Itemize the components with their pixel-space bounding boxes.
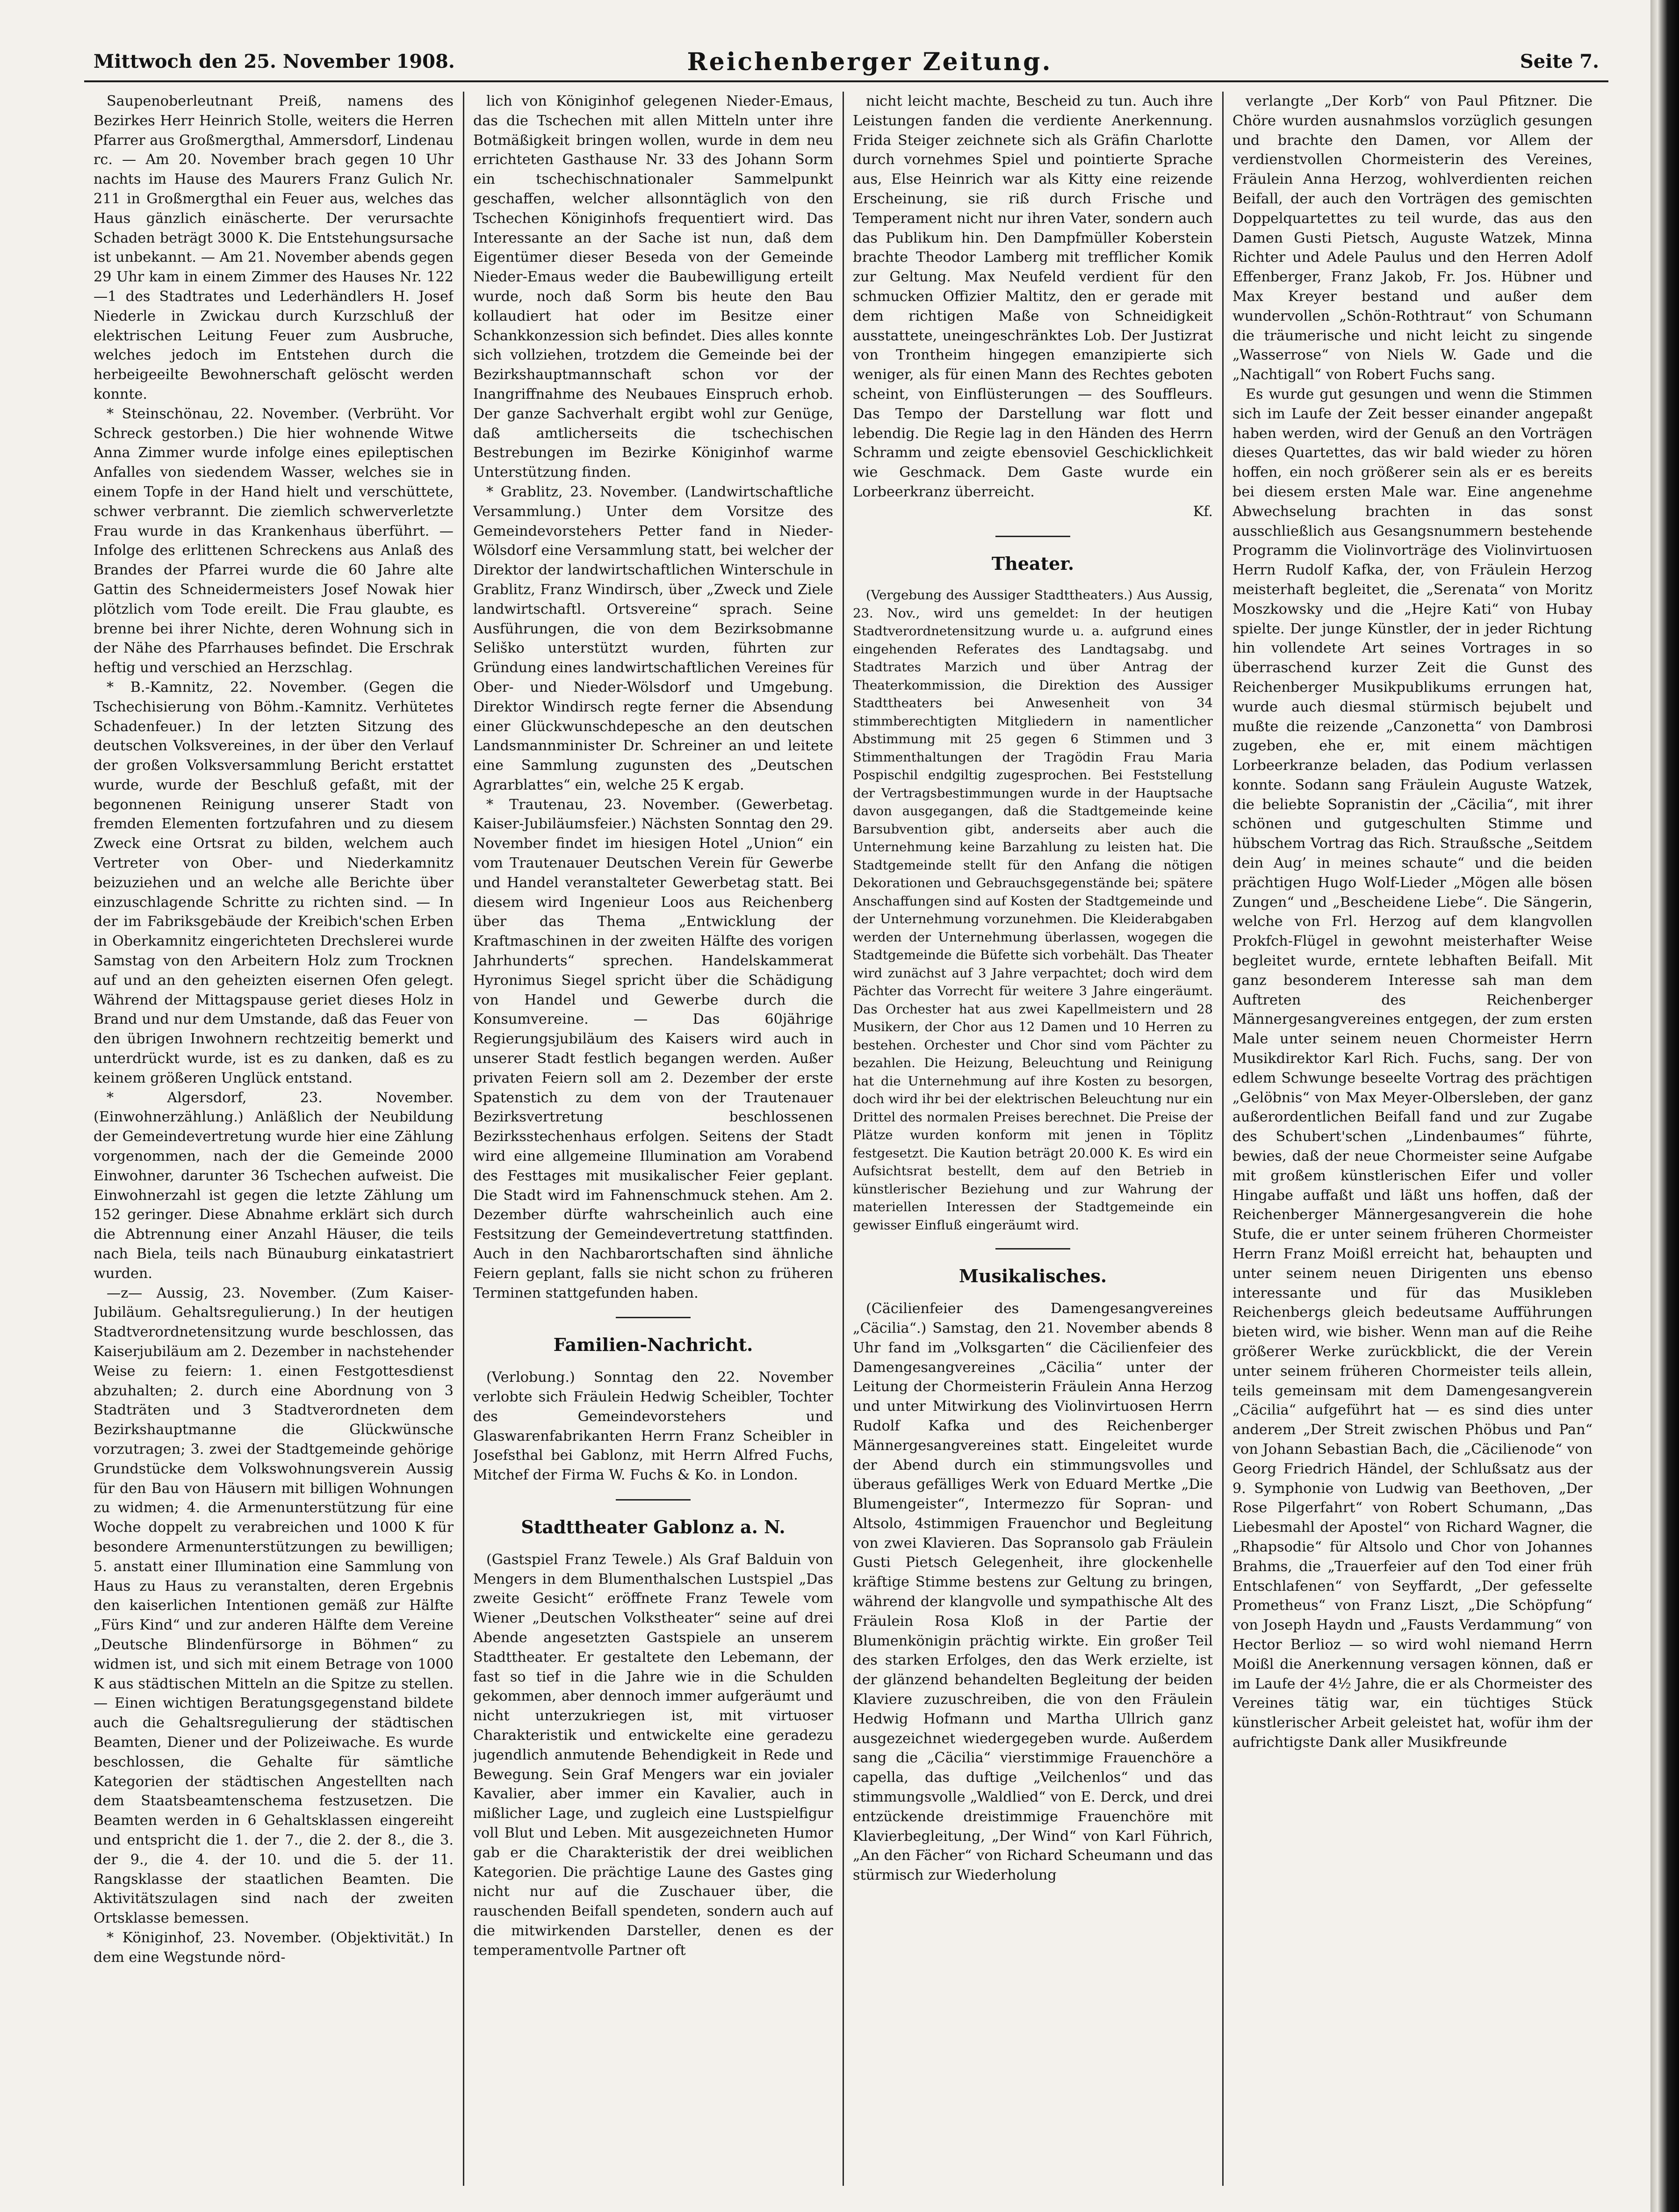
page-number: Seite 7. [1520, 50, 1599, 72]
article-caecilienfeier: (Cäcilienfeier des Damengesangvereines „Cäcilia“.) Samstag, den 21. November abends 8 Uhr fand im „Volksgarten“ die Cäcilienfeier des Damengesangvereines „Cäcilia“ unter der Leitung der Chormeisterin Fräulein Anna Herzog und unter Mitwirkung des Violinvirtuosen Herrn Rudolf Kafka und des Reichenberger Männergesangvereines statt. Eingeleitet wurde der Abend durch ein stimmungsvolles und überaus gefälliges Werk von Eduard Mertke „Die Blumengeister“, Intermezzo für Sopran- und Altsolo, 4stimmigen Frauenchor und Begleitung von zwei Klavieren. Das Sopransolo gab Fräulein Gusti Pietsch Gelegenheit, ihre glockenhelle kräftige Stimme bestens zur Geltung zu bringen, während der klangvolle und sympathische Alt des Fräulein Rosa Kloß in der Partie der Blumenkönigin prächtig wirkte. Ein großer Teil des starken Erfolges, den das Werk erzielte, ist der glänzend behandelten Begleitung der beiden Klaviere zuzuschreiben, die von den Fräulein Hedwig Hofmann und Martha Ullrich ganz ausgezeichnet wiedergegeben wurde. Außerdem sang die „Cäcilia“ vierstimmige Frauenchöre a capella, das duftige „Veilchenlos“ und das stimmungsvolle „Waldlied“ von E. Derck, und drei entzückende dreistimmige Frauenchöre mit Klavierbegleitung, „Der Wind“ von Karl Führich, „An den Fächer“ von Richard Scheumann und das stürmisch zur Wiederholung [853, 1300, 1213, 1884]
column-2 [473, 92, 833, 2181]
section-divider [995, 536, 1070, 537]
article-paragraph: Saupenoberleutnant Preiß, namens des Bezirkes Herr Heinrich Stolle, weiters die Herren Pfarrer aus Großmergthal, Ammersdorf, Lindenau rc. — Am 20. November brach gegen 10 Uhr nachts im Hause des Maurers Franz Gulich Nr. 211 in Großmergthal ein Feuer aus, welches das Haus gänzlich einäscherte. Der verursachte Schaden beträgt 3000 K. Die Entstehungsursache ist unbekannt. — Am 21. November abends gegen 29 Uhr kam in einem Zimmer des Hauses Nr. 122—1 des Stadtrates und Lederhändlers H. Josef Niederle in Zwickau durch Kurzschluß der elektrischen Leitung Feuer zum Ausbruche, welches jedoch im Entstehen durch die herbeigeeilte Bewohnerschaft gelöscht werden konnte. [94, 93, 454, 402]
header-date: Mittwoch den 25. November 1908. [94, 50, 455, 72]
column-3 [853, 92, 1213, 2181]
article-b-kamnitz: * B.-Kamnitz, 22. November. (Gegen die Tschechisierung von Böhm.-Kamnitz. Verhütetes Schadenfeuer.) In der letzten Sitzung des deutschen Volksvereines, in der über den Verlauf der großen Volksversammlung Bericht erstattet wurde, wurde der Beschluß gefaßt, mit der begonnenen Reinigung unserer Stadt von fremden Elementen fortzufahren und zu diesem Zweck eine Ortsrat zu bilden, welchem auch Vertreter von Ober- und Niederkamnitz beizuziehen und an welche alle Berichte über einzuschlagende Schritte zu richten sind. — In der im Fabriksgebäude der Kreibich'schen Erben in Oberkamnitz eingerichteten Drechslerei wurde Samstag von den Arbeitern Holz zum Trocknen auf und an den geheizten eisernen Ofen gelegt. Während der Mittagspause geriet dieses Holz in Brand und nur dem Umstande, daß das Feuer von den übrigen Inwohnern rechtzeitig bemerkt und unterdrückt wurde, ist es zu danken, daß es zu keinem größeren Unglück entstand. [94, 679, 454, 1086]
article-gastspiel: (Gastspiel Franz Tewele.) Als Graf Balduin von Mengers in dem Blumenthalschen Lustspiel „Das zweite Gesicht“ eröffnete Franz Tewele vom Wiener „Deutschen Volkstheater“ seine auf drei Abende angesetzten Gastspiele an unserem Stadttheater. Er gestaltete den Lebemann, der fast so tief in die Jahre wie in die Schulden gekommen, aber dennoch immer aufgeräumt und nicht unterzukriegen ist, mit virtuoser Charakteristik und entwickelte eine geradezu jugendlich anmutende Behendigkeit in Rede und Bewegung. Sein Graf Mengers war ein jovialer Kavalier, aber immer ein Kavalier, auch in mißlicher Lage, und zugleich eine Lustspielfigur voll Blut und Leben. Mit ausgezeichneten Humor gab er die Charakteristik der drei weiblichen Kategorien. Die prächtige Laune des Gastes ging nicht nur auf die Zuschauer über, die rauschenden Beifall spendeten, sondern auch auf die mitwirkenden Darsteller, denen es der temperamentvolle Partner oft [473, 1551, 833, 1959]
section-title-music: Musikalisches. [958, 1265, 1107, 1287]
article-aussiger-stadttheater: (Vergebung des Aussiger Stadttheaters.) Aus Aussig, 23. Nov., wird uns gemeldet: In der heutigen Stadtverordnetensitzung wurde u. a. aufgrund eines eingehenden Referates des Landtagsabg. und Stadtrates Marzich und über Antrag der Theaterkommission, die Direktion des Aussiger Stadttheaters bei Anwesenheit von 34 stimmberechtigten Mitgliedern in namentlicher Abstimmung mit 25 gegen 6 Stimmen und 3 Stimmenthaltungen der Tragödin Frau Maria Pospischil endgiltig zugesprochen. Bei Feststellung der Vertragsbestimmungen wurde in der Hauptsache davon ausgegangen, daß die Stadtgemeinde keine Barsubvention gibt, anderseits aber auch die Unternehmung keine Barzahlung zu leisten hat. Die Stadtgemeinde stellt für den Anfang die nötigen Dekorationen und Gebrauchsgegenstände bei; spätere Anschaffungen sind auf Kosten der Stadtgemeinde und der Unternehmung vorzunehmen. Die Kleiderabgaben werden der Unternehmung überlassen, wogegen die Stadtgemeinde die Büfette sich vorbehält. Das Theater wird zunächst auf 3 Jahre verpachtet; doch wird dem Pächter das Vorrecht für weitere 3 Jahre eingeräumt. Das Orchester hat aus zwei Kapellmeistern und 28 Musikern, der Chor aus 12 Damen und 10 Herren zu bestehen. Orchester und Chor sind vom Pächter zu bezahlen. Die Heizung, Beleuchtung und Reinigung hat die Unternehmung auf ihre Kosten zu besorgen, doch wird ihr bei der elektrischen Beleuchtung nur ein Drittel des normalen Preises berechnet. Die Preise der Plätze wurden konform mit jenen in Töplitz festgesetzt. Die Kaution beträgt 20.000 K. Es wird ein Aufsichtsrat bestellt, dem auf den Betrieb in künstlerischer Beziehung und zur Wahrung der materiellen Interessen der Stadtgemeinde ein gewisser Einfluß eingeräumt wird. [853, 588, 1213, 1233]
article-aussig: —z— Aussig, 23. November. (Zum Kaiser-Jubiläum. Gehaltsregulierung.) In der heutigen Stadtverordnetensitzung wurde beschlossen, das Kaiserjubiläum am 2. Dezember in nachstehender Weise zu feiern: 1. einen Festgottesdienst abzuhalten; 2. durch eine Abordnung von 3 Stadträten und 3 Stadtverordneten dem Bezirkshauptmanne die Glückwünsche vorzutragen; 3. zwei der Stadtgemeinde gehörige Grundstücke dem Volkswohnungsverein Aussig für den Bau von Häusern mit billigen Wohnungen zu widmen; 4. die Armenunterstützung für eine Woche doppelt zu verabreichen und 1000 K für besondere Armenunterstützungen zu bewilligen; 5. anstatt einer Illumination eine Sammlung von Haus zu Haus zu veranstalten, deren Ergebnis den kaiserlichen Intentionen gemäß zur Hälfte „Fürs Kind“ und zur anderen Hälfte dem Vereine „Deutsche Blindenfürsorge in Böhmen“ zu widmen ist, und sich mit einem Betrage von 1000 K aus städtischen Mitteln an die Spitze zu stellen. — Einen wichtigen Beratungsgegenstand bildete auch die Gehaltsregulierung der städtischen Beamten, Diener und der Polizeiwache. Es wurde beschlossen, die Gehalte für sämtliche Kategorien der städtischen Angestellten nach dem Staatsbeamtenschema festzusetzen. Die Beamten werden in 6 Gehaltsklassen eingereiht und entspricht die 1. der 7., die 2. der 8., die 3. der 9., die 4. der 10. und die 5. der 11. Rangsklasse der staatlichen Beamten. Die Aktivitätszulagen sind nach der zweiten Ortsklasse bemessen. [94, 1285, 454, 1927]
section-divider [616, 1499, 691, 1501]
article-paragraph: lich von Königinhof gelegenen Nieder-Emaus, das die Tschechen mit allen Mitteln unter ihre Botmäßigkeit bringen wollen, wurde in dem neu errichteten Gasthause Nr. 33 des Johann Sorm ein tschechischnationaler Sammelpunkt geschaffen, welcher allsonntäglich von den Tschechen Königinhofs frequentiert wird. Das Interessante an der Sache ist nun, daß dem Eigentümer dieser Beseda von der Gemeinde Nieder-Emaus weder die Baubewilligung erteilt wurde, noch daß Sorm bis heute den Bau kollaudiert hat oder im Besitze einer Schankkonzession sich befindet. Dies alles konnte sich vollziehen, trotzdem die Gemeinde bei der Bezirkshauptmannschaft schon vor der Inangriffnahme des Neubaues Einspruch erhob. Der ganze Sachverhalt ergibt wohl zur Genüge, daß amtlicherseits die tschechischen Bestrebungen im Bezirke Königinhof warme Unterstützung finden. [473, 93, 833, 481]
author-signature: Kf. [1193, 503, 1213, 520]
article-paragraph: nicht leicht machte, Bescheid zu tun. Auch ihre Leistungen fanden die verdiente Anerkennung. Frida Steiger zeichnete sich als Gräfin Charlotte durch vornehmes Spiel und pointierte Sprache aus, Else Heinrich war als Kitty eine reizende Erscheinung, sie riß durch Frische und Temperament nicht nur ihren Vater, sondern auch das Publikum hin. Den Dampfmüller Koberstein brachte Theodor Lamberg mit trefflicher Komik zur Geltung. Max Neufeld verdient für den schmucken Offizier Maltitz, den er gerade mit dem richtigen Maße von Schneidigkeit ausstattete, uneingeschränktes Lob. Der Justizrat von Trontheim hingegen emanzipierte sich weniger, als für einen Mann des Rechtes geboten scheint, von Einflüsterungen — des Souffleurs. Das Tempo der Darstellung war flott und lebendig. Die Regie lag in den Händen des Herrn Schramm und zeigte ebensoviel Geschicklichkeit wie Geschmack. Dem Gaste wurde ein Lorbeerkranz überreicht. [853, 93, 1213, 500]
column-divider [1222, 92, 1224, 2186]
section-title-theater: Theater. [991, 553, 1074, 574]
article-steinschoenau: * Steinschönau, 22. November. (Verbrüht. Vor Schreck gestorben.) Die hier wohnende Witwe Anna Zimmer wurde infolge eines epileptischen Anfalles von siedendem Wasser, welches sie in einem Topfe in der Hand hielt und verschüttete, schwer verbrannt. Die ziemlich schwerverletzte Frau wurde in das Krankenhaus überführt. — Infolge des erlittenen Schreckens aus Anlaß des Brandes der Pfarrei wurde die 60 Jahre alte Gattin des Schneidermeisters Josef Nowak hier plötzlich vom Tode ereilt. Die Frau glaubte, es brenne bei ihrer Nichte, deren Wohnung sich in der Nähe des Pfarrhauses befindet. Die Erschrak heftig und verschied an Herzschlag. [94, 405, 454, 676]
section-divider [616, 1317, 691, 1318]
article-algersdorf: * Algersdorf, 23. November. (Einwohnerzählung.) Anläßlich der Neubildung der Gemeindevertretung wurde hier eine Zählung vorgenommen, nach der die Gemeinde 2000 Einwohner, darunter 36 Tschechen aufweist. Die Einwohnerzahl ist gegen die letzte Zählung um 152 geringer. Diese Abnahme erklärt sich durch die Abtrennung einer Anzahl Häuser, die teils nach Biela, teils nach Bünauburg einkatastriert wurden. [94, 1089, 454, 1282]
section-title-family: Familien-Nachricht. [553, 1334, 753, 1356]
article-paragraph: Es wurde gut gesungen und wenn die Stimmen sich im Laufe der Zeit besser einander angepaßt haben werden, wird der Genuß an den Vorträgen dieses Quartettes, das wir bald wieder zu hören hoffen, ein noch größerer sein als er es bereits bei diesem ersten Male war. Eine angenehme Abwechselung brachten in das sonst ausschließlich aus Gesangsnummern bestehende Programm die Violinvorträge des Violinvirtuosen Herrn Rudolf Kafka, der, von Fräulein Herzog meisterhaft begleitet, die „Serenata“ von Moritz Moszkowsky und die „Hejre Kati“ von Hubay spielte. Der junge Künstler, der in jeder Richtung hin vollendete Art seines Vortrages in so überraschend kurzer Zeit die Gunst des Reichenberger Musikpublikums errungen hat, wurde auch diesmal stürmisch bejubelt und mußte die reizende „Canzonetta“ von Dambrosi zugeben, ehe er, mit einem mächtigen Lorbeerkranze beladen, das Podium verlassen konnte. Sodann sang Fräulein Auguste Watzek, die beliebte Sopranistin der „Cäcilia“, mit ihrer schönen und gutgeschulten Stimme und hübschem Vortrag das Rich. Straußsche „Seitdem dein Aug’ in meines schaute“ und die beiden prächtigen Hugo Wolf-Lieder „Mögen alle bösen Zungen“ und „Bescheidene Liebe“. Die Sängerin, welche von Frl. Herzog auf dem klangvollen Prokfch-Flügel in gewohnt meisterhafter Weise begleitet wurde, erntete lebhaften Beifall. Mit ganz besonderem Interesse sah man dem Auftreten des Reichenberger Männergesangvereines entgegen, der zum ersten Male unter seinem neuen Chormeister Herrn Musikdirektor Karl Rich. Fuchs, sang. Der von edlem Schwunge beseelte Vortrag des prächtigen „Gelöbnis“ von Max Meyer-Olbersleben, der ganz außerordentlichen Beifall fand und zur Zugabe des Schubert'schen „Lindenbaumes“ führte, bewies, daß der neue Chormeister seine Aufgabe mit großem künstlerischen Eifer und voller Hingabe auffaßt und läßt uns hoffen, daß der Reichenberger Männergesangverein die hohe Stufe, die er unter seinem früheren Chormeister Herrn Franz Moißl erreicht hat, behaupten und unter seinem neuen Dirigenten uns ebenso interessante und für das Musikleben Reichenbergs gleich bedeutsame Aufführungen bieten wird, wie bisher. Wenn man auf die Reihe größerer Werke zurückblickt, die der Verein unter seinem früheren Chormeister teils allein, teils gemeinsam mit dem Damengesangverein „Cäcilia“ aufgeführt hat — es sind dies unter anderem „Der Streit zwischen Phöbus und Pan“ von Johann Sebastian Bach, die „Cäcilienode“ von Georg Friedrich Händel, der Schlußsatz aus der 9. Symphonie von Ludwig van Beethoven, „Der Rose Pilgerfahrt“ von Robert Schumann, „Das Liebesmahl der Apostel“ von Richard Wagner, die „Rhapsodie“ für Altsolo und Chor von Johannes Brahms, die „Trauerfeier auf den Tod einer früh Entschlafenen“ von Seyffardt, „Der gefesselte Prometheus“ von Franz Liszt, „Die Schöpfung“ von Joseph Haydn und „Fausts Verdammung“ von Hector Berlioz — so wird wohl niemand Herrn Moißl die Anerkennung versagen können, daß er im Laufe der 4½ Jahre, die er als Chormeister des Vereines tätig war, ein tüchtiges Stück künstlerischer Arbeit geleistet hat, wofür ihm der aufrichtigste Dank aller Musikfreunde [1232, 386, 1593, 1751]
masthead: Reichenberger Zeitung. [687, 48, 1052, 76]
section-title-stadttheater: Stadttheater Gablonz a. N. [521, 1516, 785, 1537]
column-divider [843, 92, 844, 2186]
section-divider [995, 1248, 1070, 1250]
column-1 [94, 92, 454, 2181]
article-verlobung: (Verlobung.) Sonntag den 22. November verlobte sich Fräulein Hedwig Scheibler, Tochter des Gemeindevorstehers und Glaswarenfabrikanten Herrn Franz Scheibler in Josefsthal bei Gablonz, mit Herrn Alfred Fuchs, Mitchef der Firma W. Fuchs & Ko. in London. [473, 1369, 833, 1484]
header-rule [84, 80, 1608, 82]
page-header [94, 50, 1599, 79]
column-divider [463, 92, 464, 2186]
article-trautenau: * Trautenau, 23. November. (Gewerbetag. Kaiser-Jubiläumsfeier.) Nächsten Sonntag den 29. November findet im hiesigen Hotel „Union“ ein vom Trautenauer Deutschen Verein für Gewerbe und Handel veranstalteter Gewerbetag statt. Bei diesem wird Ingenieur Loos aus Reichenberg über das Thema „Entwicklung der Kraftmaschinen in der zweiten Hälfte des vorigen Jahrhunderts“ sprechen. Handelskammerat Hyronimus Siegel spricht über die Schädigung von Handel und Gewerbe durch die Konsumvereine. — Das 60jährige Regierungsjubiläum des Kaisers wird auch in unserer Stadt festlich begangen werden. Außer privaten Feiern soll am 2. Dezember der erste Spatenstich zu dem von der Trautenauer Bezirksvertretung beschlossenen Bezirksstechenhaus erfolgen. Seitens der Stadt wird eine allgemeine Illumination am Vorabend des Festtages mit musikalischer Feier geplant. Die Stadt wird im Fahnenschmuck stehen. Am 2. Dezember dürfte wahrscheinlich auch eine Festsitzung der Gemeindevertretung stattfinden. Auch in den Nachbarortschaften sind ähnliche Feiern geplant, falls sie nicht schon zu früheren Terminen stattgefunden haben. [473, 796, 833, 1301]
article-koeniginhof: * Königinhof, 23. November. (Objektivität.) In dem eine Wegstunde nörd- [94, 1929, 454, 1966]
scan-edge [1650, 0, 1679, 2212]
article-grablitz: * Grablitz, 23. November. (Landwirtschaftliche Versammlung.) Unter dem Vorsitze des Gemeindevorstehers Petter fand in Nieder-Wölsdorf eine Versammlung statt, bei welcher der Direktor der landwirtschaftlichen Winterschule in Grablitz, Franz Windirsch, über „Zweck und Ziele landwirtschaftl. Ortsvereine“ sprach. Seine Ausführungen, die von dem Bezirksobmanne Seliško unterstützt wurden, führten zur Gründung eines landwirtschaftlichen Vereines für Ober- und Nieder-Wölsdorf und Umgebung. Direktor Windirsch regte ferner die Absendung einer Glückwunschdepesche an den deutschen Landsmannminister Dr. Schreiner an und leitete eine Sammlung zugunsten des „Deutschen Agrarblattes“ ein, welche 25 K ergab. [473, 483, 833, 793]
column-4 [1232, 92, 1593, 2181]
article-paragraph: verlangte „Der Korb“ von Paul Pfitzner. Die Chöre wurden ausnahmslos vorzüglich gesungen und brachte den Damen, vor Allem der verdienstvollen Chormeisterin des Vereines, Fräulein Anna Herzog, wohlverdienten reichen Beifall, der auch den Vorträgen des gemischten Doppelquartettes zu teil wurde, das aus den Damen Gusti Pietsch, Auguste Watzek, Minna Richter und Adele Paulus und den Herren Adolf Effenberger, Franz Jakob, Fr. Jos. Hübner und Max Kreyer bestand und außer dem wundervollen „Schön-Rothtraut“ von Schumann die träumerische und nicht leicht zu singende „Wasserrose“ von Niels W. Gade und die „Nachtigall“ von Robert Fuchs sang. [1232, 93, 1593, 383]
